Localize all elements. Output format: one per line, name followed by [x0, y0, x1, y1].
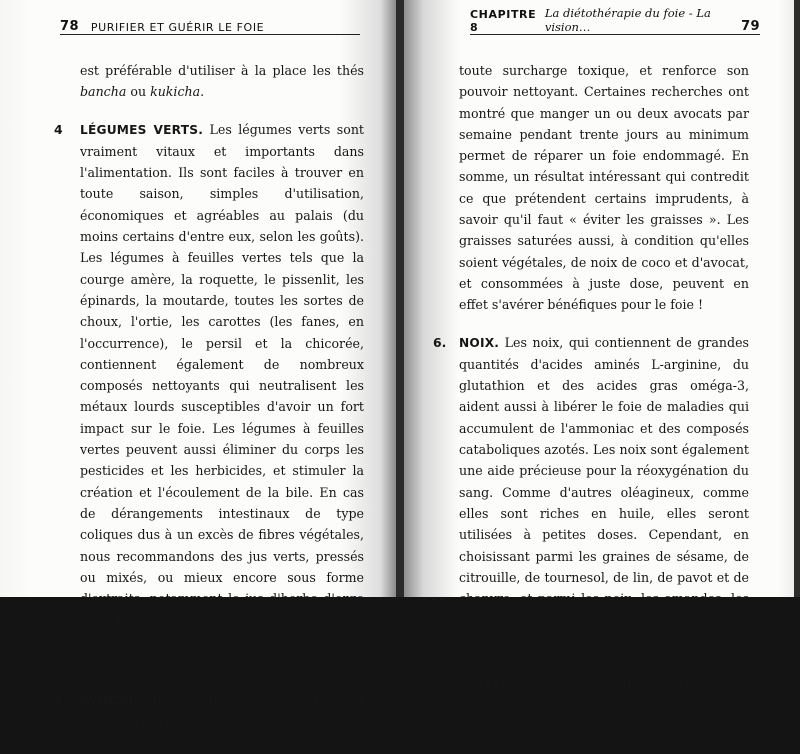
item-number: 4: [54, 121, 63, 137]
page-edge: [794, 0, 800, 597]
item-text: Les noix, qui contiennent de grandes quantités d'acides aminés L-arginine, du glutathion et des acides gras oméga-3, aident aussi à libérer le foie de maladies qui accumulent de l'ammoniac et des composés cataboliques azotés. Les noix sont également une aide précieuse pour la réoxygénation du sang. Comme d'autres oléagineux, comme elles sont riches en huile, elles seront utilisées à petites doses. Cependant, en choisissant parmi les graines de sésame, de citrouille, de tournesol, de lin, de pavot et de chanvre, et parmi les noix, les amandes, les noisettes, les cacahuètes et les pistaches, on peut en consommer quotidiennement, avec modération. Parallèlement, on réduira un peu la consommation d'huile, laquelle,: [459, 334, 749, 692]
item-text: Riche en glutathion, l'avocat œuvre activement à la santé du foie, en le protégeant contre: [80, 692, 364, 751]
item-number: 6.: [433, 334, 447, 350]
chapter-label: CHAPITRE 8: [470, 8, 537, 34]
list-item-avocat: [54, 689, 364, 754]
page-number: 78: [60, 19, 79, 34]
left-running-header: [60, 14, 360, 35]
item-text: Les légumes verts sont vraiment vitaux et importants dans l'alimentation. Ils sont faciles à trouver en toute saison, simples d'utilisation, économiques et agréables au palais (du moins certains d'entre eux, selon les goûts). Les légumes à feuilles vertes tels que la courge amère, la roquette, le pissenlit, les épinards, la moutarde, toutes les sortes de choux, l'ortie, les carottes (les fanes, en l'occurrence), le persil et la chicorée, contiennent également de nombreux composés nettoyants qui neutralisent les métaux lourds susceptibles d'avoir un fort impact sur le foie. Les légumes à feuilles vertes peuvent aussi éliminer du corps les pesticides et les herbicides, et stimuler la création et l'écoulement de la bile. En cas de dérangements intestinaux de type coliques dus à un excès de fibres végétales, nous recommandons des jus verts, pressés ou mixés, ou mieux encore sous forme d'extraits, notamment le jus d'herbe d'orge (et non la simple poudre d'orge !) ou de blé, et les micro-algues comme complément alimentaire.: [80, 121, 364, 671]
left-page-body: [54, 60, 364, 754]
running-head-title: PURIFIER ET GUÉRIR LE FOIE: [90, 21, 265, 34]
page-number: 79: [741, 19, 760, 34]
intro-paragraph: [80, 60, 364, 103]
continuation-paragraph: toute surcharge toxique, et renforce son pouvoir nettoyant. Certaines recherches ont montré que manger un ou deux avocats par semaine pendant trente jours au minimum permet de réparer un foie endommagé. En somme, un résultat intéressant qui contredit ce que prétendent certains imprudents, à savoir qu'il faut « éviter les graisses ». Les graisses saturées aussi, à condition qu'elles soient végétales, de noix de coco et d'avocat, et consommées à juste dose, peuvent en effet s'avérer bénéfiques pour le foie !: [459, 63, 749, 313]
list-item-noix: [433, 332, 749, 695]
right-page: [404, 0, 794, 692]
intro-text: est préférable d'utiliser à la place les thés: [80, 63, 364, 78]
item-number: 5.: [54, 692, 68, 708]
item-heading: AVOCAT.: [80, 693, 139, 708]
right-running-header: [470, 6, 760, 35]
chapter-title: La diétothérapie du foie - La vision…: [544, 6, 711, 34]
intro-conjunction: ou: [126, 84, 151, 100]
item-heading: LÉGUMES VERTS.: [80, 122, 204, 137]
tea-name-bancha: bancha: [80, 84, 127, 100]
right-page-body: [433, 60, 749, 695]
item-heading: NOIX.: [459, 335, 500, 350]
intro-end: .: [200, 84, 205, 100]
book-gutter: [396, 0, 404, 597]
list-item-legumes-verts: [54, 119, 364, 674]
left-page: [0, 0, 396, 751]
tea-name-kukicha: kukicha: [150, 84, 201, 100]
